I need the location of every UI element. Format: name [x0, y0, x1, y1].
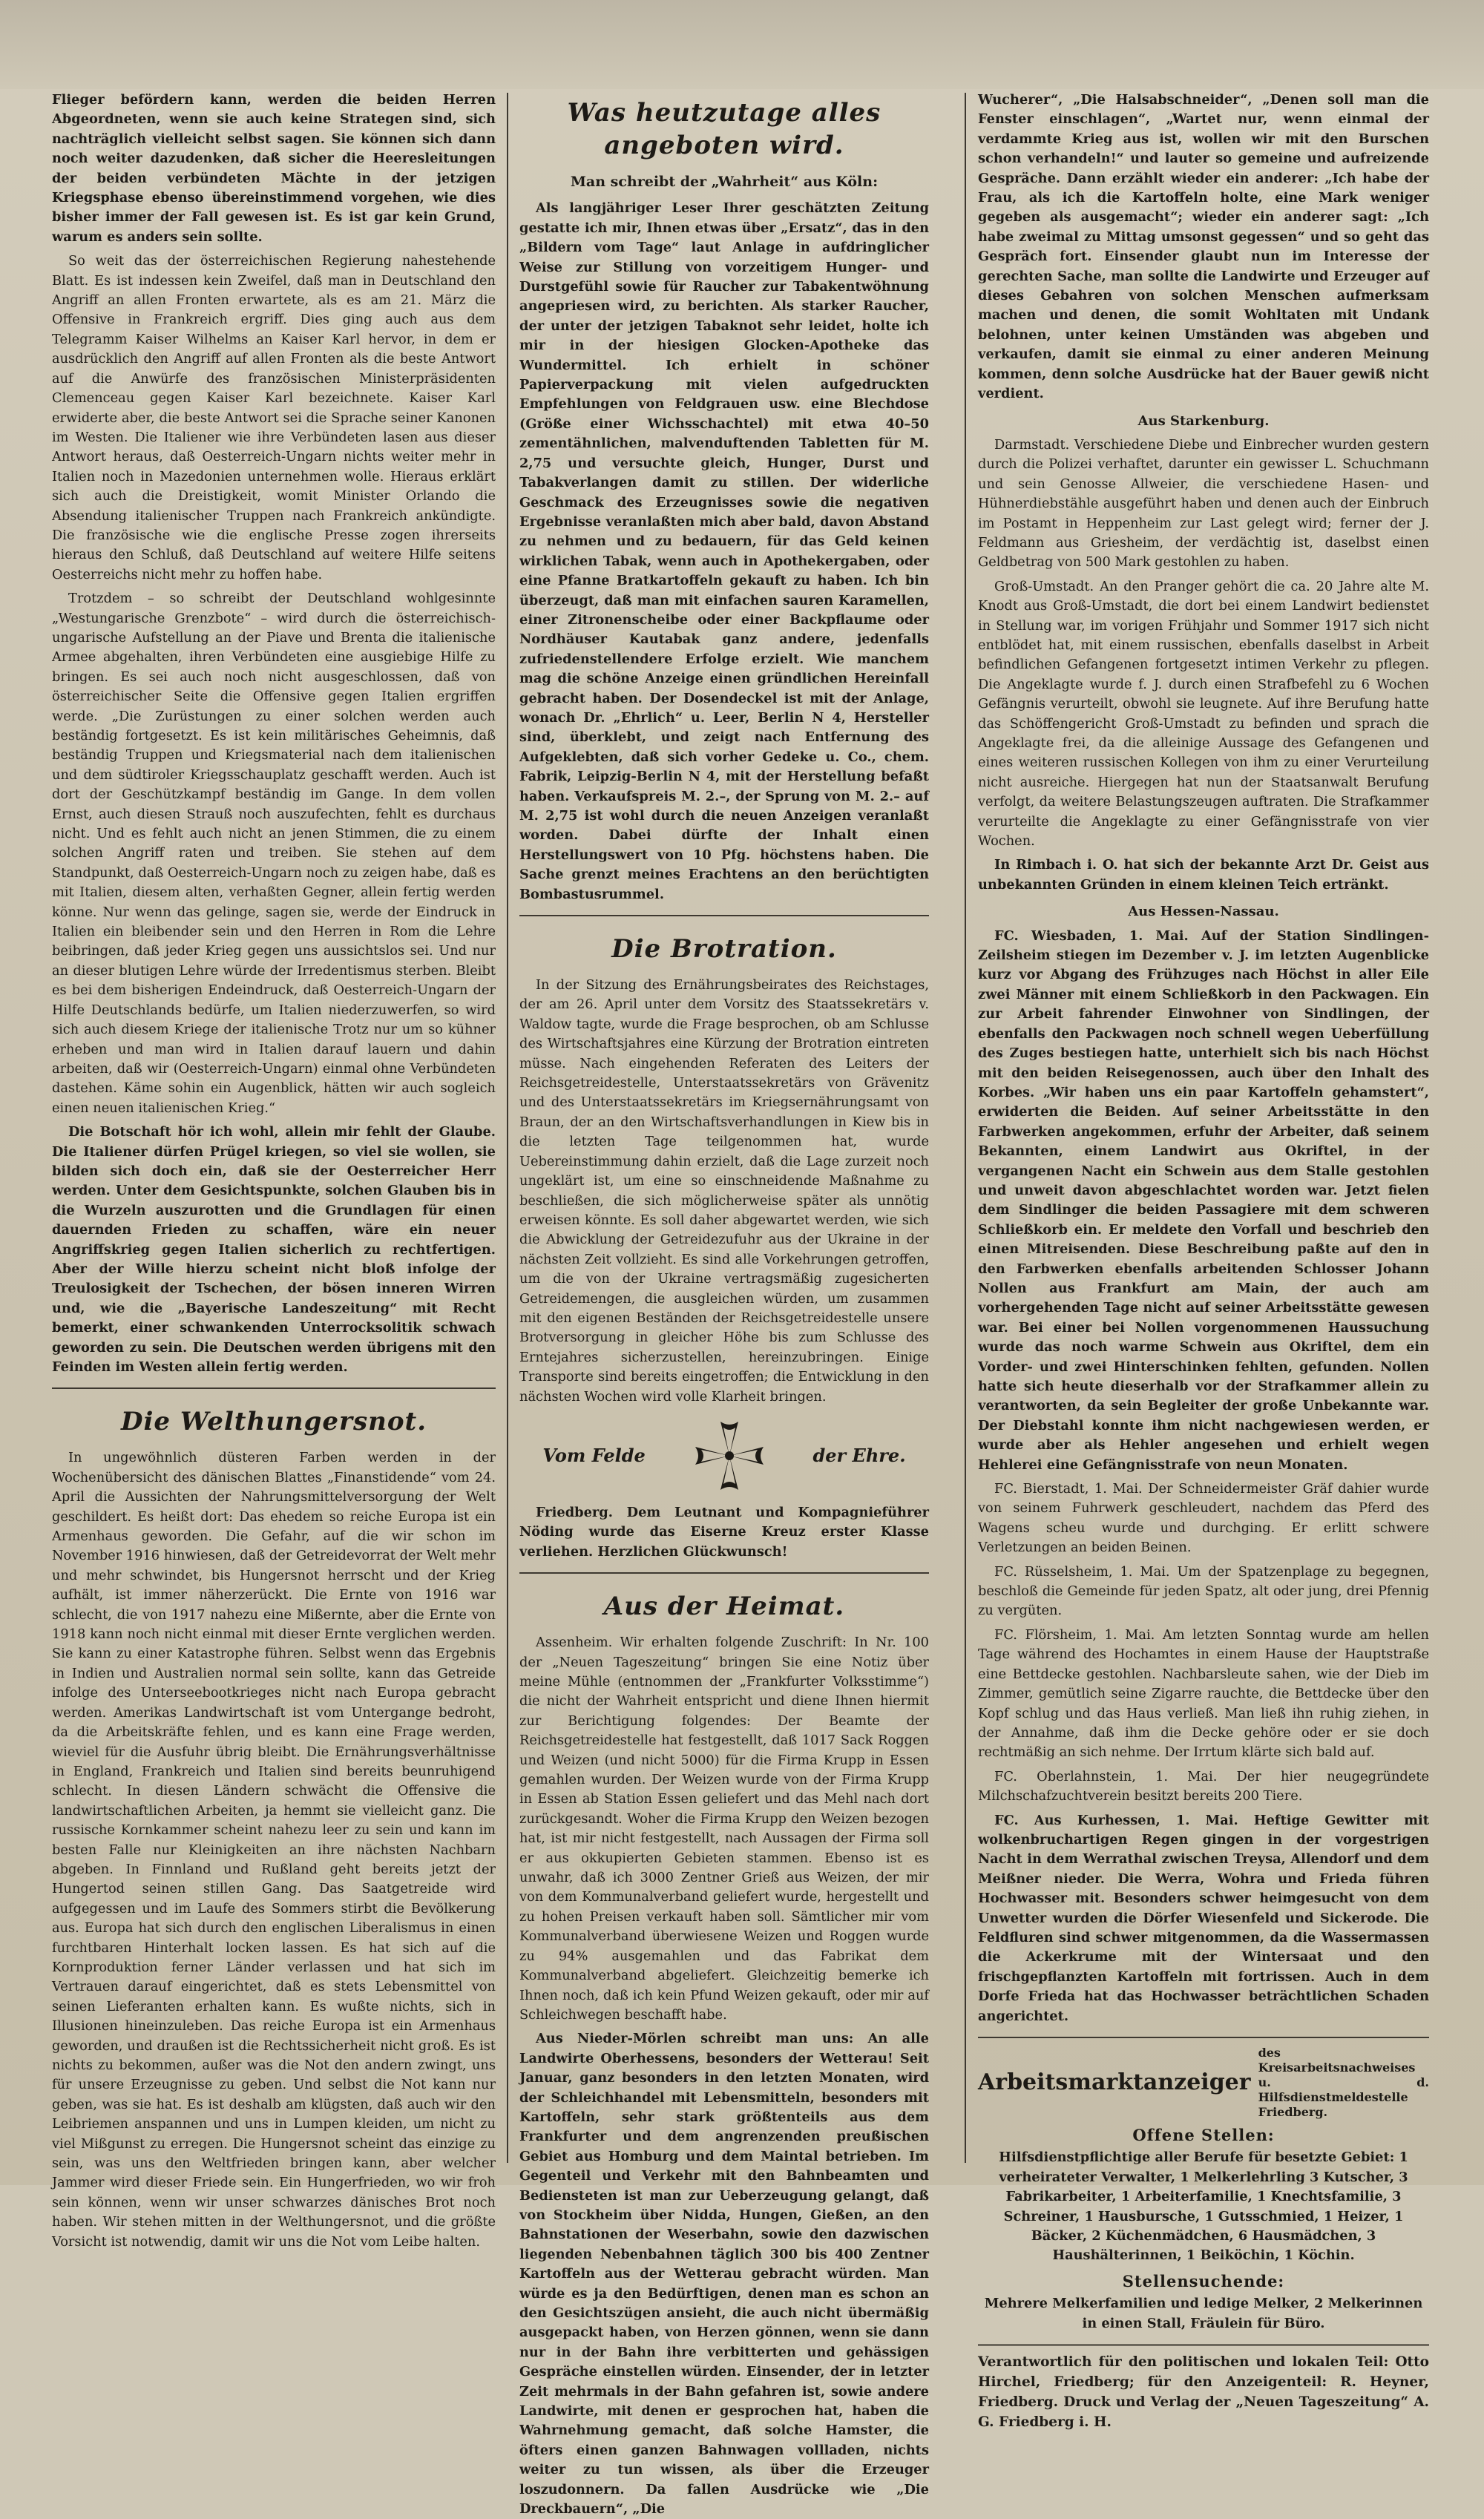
article-paragraph: FC. Oberlahnstein, 1. Mai. Der hier neugegründete Milchschafzuchtverein besitzt bereits 200 Tiere.: [978, 1768, 1429, 1804]
article-paragraph: Die Botschaft hör ich wohl, allein mir fehlt der Glaube. Die Italiener dürfen Prügel kriegen, so viel sie wollen, sie bilden sich doch ein, daß sie der Oesterreicher Herr werden. Unter dem Gesichtspunkte, solchen Glauben bis in die Wurzeln auszurotten und die Grundlagen für einen dauernden Frieden zu schaffen, wäre ein neuer Angriffskrieg gegen Italien sicherlich zu rechtfertigen. Aber der Wille hierzu scheint nicht bloß infolge der Treulosigkeit der Tschechen, der bösen inneren Wirren und, wie die „Bayerische Landeszeitung“ mit Recht bemerkt, einer schwankenden Unterrocksolitik schwach geworden zu sein. Die Deutschen werden übrigens mit den Feinden im Westen allein fertig werden.: [52, 1124, 496, 1375]
article-paragraph: FC. Wiesbaden, 1. Mai. Auf der Station Sindlingen-Zeilsheim stiegen im Dezember v. J. im letzten Augenblicke kurz vor Abgang des Frühzuges nach Höchst in aller Eile zwei Männer mit einem Schließkorb in den Packwagen. Ein zur Arbeit fahrender Einwohner von Sindlingen, der ebenfalls den Packwagen noch schnell wegen Ueberfüllung des Zuges bestiegen hatte, unterhielt sich bis nach Höchst mit den beiden Reisegenossen, auch über den Inhalt des Korbes. „Wir haben uns ein paar Kartoffeln gehamstert“, erwiderten die Beiden. Auf seiner Arbeitsstätte in den Farbwerken angekommen, erfuhr der Arbeiter, daß seinem Bekannten, einem Landwirt aus Okriftel, in der vergangenen Nacht ein Schwein aus dem Stalle gestohlen und unweit davon abgeschlachtet worden war. Jetzt fielen dem Sindlinger die beiden Passagiere mit dem schweren Schließkorb ein. Er meldete den Vorfall und beschrieb den einen Mitreisenden. Diese Beschreibung paßte auf den in den Farbwerken ebenfalls arbeitenden Schlosser Johann Nollen aus Frankfurt am Main, der auch am vorhergehenden Tage nicht auf seiner Arbeitsstätte gewesen war. Bei einer bei Nollen vorgenommenen Haussuchung wurde das noch warme Schwein aus Okriftel, dem ein Vorder- und zwei Hinterschinken fehlten, gefunden. Nollen hatte sich heute dieserhalb vor der Strafkammer allein zu verantworten, da sein Begleiter der große Unbekannte war. Der Diebstahl konnte ihm nicht nachgewiesen werden, er wurde aber als Hehler angesehen und erhielt wegen Hehlerei eine Gefängnisstrafe von neun Monaten.: [978, 927, 1429, 1473]
article-paragraph: In der Sitzung des Ernährungsbeirates des Reichstages, der am 26. April unter dem Vorsitz des Staatssekretärs v. Waldow tagte, wurde die Frage besprochen, ob am Schlusse des Wirtschaftsjahres eine Kürzung der Brotration eintreten müsse. Nach eingehenden Referaten des Leiters der Reichsgetreidestelle, Unterstaatssekretärs von Grävenitz und des Unterstaatssekretärs im Kriegsernährungsamt von Braun, der an den Wirtschaftsverhandlungen in Kiew bis in die letzten Tage teilgenommen hat, wurde Uebereinstimmung dahin erzielt, daß die Lage zurzeit noch ungeklärt ist, um eine so einschneidende Maßnahme zu beschließen, die sich möglicherweise später als unnötig erweisen könnte. Es soll daher abgewartet werden, wie sich die Abwicklung der Getreidezufuhr aus der Ukraine in der nächsten Zeit vollzieht. Es sind alle Vorkehrungen getroffen, um die von der Ukraine vertragsmäßig zugesicherten Getreidemengen, die ausgleichen würden, um zusammen mit den eigenen Beständen der Reichsgetreidestelle unsere Brotversorgung in gleicher Höhe bis zum Schlusse des Erntejahres sicherzustellen, hereinzubringen. Einige Transporte sind bereits eingetroffen; die Entwicklung in den nächsten Wochen wird volle Klarheit bringen.: [519, 977, 929, 1405]
section-rule: [978, 2037, 1429, 2038]
column-2: [519, 91, 929, 2518]
section-rule: [519, 915, 929, 916]
article-paragraph: In Rimbach i. O. hat sich der bekannte Arzt Dr. Geist aus unbekannten Gründen in einem kleinen Teich ertränkt.: [978, 857, 1429, 893]
section-rule: [519, 1572, 929, 1574]
headline-welthungersnot: Die Welthungersnot.: [120, 1407, 427, 1437]
article-paragraph: Darmstadt. Verschiedene Diebe und Einbrecher wurden gestern durch die Polizei verhaftet, darunter ein gewisser L. Schuchmann und sein Genosse Allweier, die verschiedene Hasen- und Hühnerdiebstähle ausgeführt haben und denen auch der Einbruch im Postamt in Heppenheim zur Last gelegt wird; ferner der J. Feldmann aus Griesheim, der verdächtig ist, daselbst einen Geldbetrag von 500 Mark gestohlen zu haben.: [978, 436, 1429, 571]
honor-right: der Ehre.: [812, 1444, 906, 1466]
page-top-edge: [0, 0, 1484, 89]
article-paragraph: Als langjähriger Leser Ihrer geschätzten Zeitung gestatte ich mir, Ihnen etwas über „Ersatz“, das in den „Bildern vom Tage“ laut Anlage in aufdringlicher Weise zur Stillung von vorzeitigem Hunger- und Durstgefühl sowie für Raucher zur Tabakentwöhnung angepriesen wird, zu berichten. Als starker Raucher, der unter der jetzigen Tabaknot sehr leidet, holte ich mir in der hiesigen Glocken-Apotheke das Wundermittel. Ich erhielt in schöner Papierverpackung mit vielen aufgedruckten Empfehlungen von Feldgrauen usw. eine Blechdose (Größe einer Wichsschachtel) mit etwa 40–50 zementähnlichen, malvenduftenden Tabletten für M. 2,75 und versuchte gleich, Hunger, Durst und Tabakverlangen damit zu stillen. Der widerliche Geschmack des Erzeugnisses sowie die negativen Ergebnisse veranlaßten mich aber bald, davon Abstand zu nehmen und zu bedauern, für das Geld keinen wirklichen Tabak, wenn auch in Apothekergaben, oder eine Pfanne Bratkartoffeln gekauft zu haben. Ich bin überzeugt, daß man mit einfachen sauren Karamellen, einer Zitronenscheibe oder einer Backpflaume oder Nordhäuser Kautabak ganz andere, jedenfalls zufriedenstellendere Erfolge erzielt. Wie manchem mag die schöne Anzeige einen gründlichen Hereinfall gebracht haben. Der Dosendeckel ist mit der Anlage, wonach Dr. „Ehrlich“ u. Leer, Berlin N 4, Hersteller sind, überklebt, und zeigt nach Entfernung des Aufgeklebten, daß sich vorher Gedeke u. Co., chem. Fabrik, Leipzig-Berlin N 4, mit der Herstellung befaßt haben. Verkaufspreis M. 2.–, der Sprung von M. 2.– auf M. 2,75 ist wohl durch die neuen Anzeigen veranlaßt worden. Dabei dürfte der Inhalt einen Herstellungswert von 10 Pfg. höchstens haben. Die Sache grenzt meines Erachtens an den berüchtigten Bombastusrummel.: [519, 200, 929, 902]
honor-left: Vom Felde: [542, 1444, 646, 1466]
imprint: Verantwortlich für den politischen und lokalen Teil: Otto Hirchel, Friedberg; für den Anzeigenteil: R. Heyner, Friedberg. Druck und Verlag der „Neuen Tageszeitung“ A. G. Friedberg i. H.: [978, 2344, 1429, 2432]
headline-brotration: Die Brotration.: [611, 934, 837, 965]
article-continuation: Flieger befördern kann, werden die beiden Herren Abgeordneten, wenn sie auch keine Strategen sind, sich nachträglich vielleicht selbst sagen. Sie können sich dann noch weiter dazudenken, daß sicher die Heeresleitungen der beiden verbündeten Mächte in der jetzigen Kriegsphase ebenso übereinstimmend vorgehen, wie dies bisher immer der Fall gewesen ist. Es ist gar kein Grund, warum es anders sein sollte.: [52, 92, 496, 245]
article-paragraph: Assenheim. Wir erhalten folgende Zuschrift: In Nr. 100 der „Neuen Tageszeitung“ bringen Sie eine Notiz über meine Mühle (entnommen der „Frankfurter Volksstimme“) die nicht der Wahrheit entspricht und diene Ihnen hiermit zur Berichtigung folgendes: Der Beamte der Reichsgetreidestelle hat festgestellt, daß 1017 Sack Roggen und Weizen (und nicht 5000) für die Firma Krupp in Essen gemahlen wurden. Der Weizen wurde von der Firma Krupp in Essen ab Station Essen geliefert und das Mehl nach dort zurückgesandt. Woher die Firma Krupp den Weizen bezogen hat, ist mir nicht festgestellt, nach Aussagen der Firma soll er aus okkupierten Gebieten stammen. Ebenso ist es unwahr, daß ich 3000 Zentner Grieß aus Weizen, der mir von dem Kommunalverband geliefert wurde, hergestellt und zu hohen Preisen verkauft haben soll. Sämtlicher mir vom Kommunalverband überwiesene Weizen und Roggen wurde zu 94% ausgemahlen und das Fabrikat dem Kommunalverband abgeliefert. Gleichzeitig bemerke ich Ihnen noch, daß ich kein Pfund Weizen gekauft, oder mir auf Schleichwegen beschafft habe.: [519, 1635, 929, 2023]
iron-cross-icon: [692, 1419, 766, 1493]
column-1: [52, 91, 496, 2250]
article-paragraph: In ungewöhnlich düsteren Farben werden in der Wochenübersicht des dänischen Blattes „Finanstidende“ vom 24. April die Aussichten der Nahrungsmittelversorgung der Welt geschildert. Es heißt dort: Das ehedem so reiche Europa ist ein Armenhaus geworden. Die Gefahr, auf die wir schon im November 1916 hinwiesen, daß der Getreidevorrat der Welt mehr und mehr schwindet, bis Hungersnot herrscht und der Krieg aufhält, ist immer näherzerückt. Die Ernte von 1916 war schlecht, die von 1917 nahezu eine Mißernte, aber die Ernte von 1918 kann noch nicht einmal mit dieser Ernte verglichen werden. Sie kann zu einer Katastrophe führen. Selbst wenn das Ergebnis in Indien und Australien normal sein sollte, kann das Getreide infolge des Unterseebootkrieges nicht nach Europa gebracht werden. Amerikas Landwirtschaft ist vom Untergange bedroht, da die Arbeitskräfte fehlen, und es kann eine Frage werden, wieviel für die Ausfuhr übrig bleibt. Die Ernährungsverhältnisse in England, Frankreich und Italien sind bereits beunruhigend schlecht. In diesen Ländern schwächt die Offensive die landwirtschaftlichen Arbeiten, ja hemmt sie vielleicht ganz. Die russische Kornkammer scheint nahezu leer zu sein und kann im besten Falle nur Kleinigkeiten an ihre nächsten Nachbarn abgeben. In Finnland und Rußland geht bereits jetzt der Hungertod seinen stillen Gang. Das Saatgetreide wird aufgegessen und im Laufe des Sommers stirbt die Bevölkerung aus. Europa hat sich durch den englischen Liberalismus in einen furchtbaren Hinterhalt locken lassen. Es hat sich auf die Kornproduktion ferner Länder verlassen und hat sich im Vertrauen darauf eingerichtet, daß es stets Lebensmittel von seinen Lieferanten erhalten kann. Es wußte nichts, sich in Illusionen hineinzuleben. Das reiche Europa ist ein Armenhaus geworden, und draußen ist die Rechtssicherheit nicht groß. Es ist nichts zu bekommen, außer was die Not den andern zwingt, uns für unsere Erzeugnisse zu geben. Und selbst die Not kann nur geben, was sie hat. Es ist deshalb am klügsten, daß auch wir den Leibriemen anspannen und uns in Lumpen kleiden, um nicht zu viel Mißgunst zu erregen. Die Hungersnot scheint das einzige zu sein, was uns den Weltfrieden bringen kann, aber welcher Jammer wird dieser Friede sein. Ein Hungerfrieden, wo wir froh sein können, wenn wir unser schwarzes dänisches Brot noch haben. Wir stehen mitten in der Welthungersnot, und die größte Vorsicht ist notwendig, damit wir uns die Not vom Leibe halten.: [52, 1450, 496, 2250]
section-starkenburg: Aus Starkenburg.: [1137, 413, 1270, 429]
column-rule-2: [965, 93, 966, 2163]
headline-angeboten: Was heutzutage alles angeboten wird.: [567, 98, 881, 160]
article-lead: Man schreibt der „Wahrheit“ aus Köln:: [570, 174, 879, 190]
article-paragraph: FC. Bierstadt, 1. Mai. Der Schneidermeister Gräf dahier wurde von seinem Fuhrwerk geschleudert, nachdem das Pferd des Wagens scheu wurde und durchging. Er erlitt schwere Verletzungen an beiden Beinen.: [978, 1481, 1429, 1556]
article-paragraph: Groß-Umstadt. An den Pranger gehört die ca. 20 Jahre alte M. Knodt aus Groß-Umstadt, die dort bei einem Landwirt bedienstet in Stellung war, im vorigen Frühjahr und Sommer 1917 sich nicht entblödet hat, mit einem russischen, ebenfalls daselbst in Arbeit befindlichen Gefangenen fortgesetzt intimen Verkehr zu pflegen. Die Angeklagte wurde f. J. durch einen Strafbefehl zu 6 Wochen Gefängnis verurteilt, obwohl sie leugnete. Auf ihre Berufung hatte das Schöffengericht Groß-Umstadt zu befinden und sprach die Angeklagte frei, da die alleinige Aussage des Gefangenen und eines weiteren russischen Kollegen von ihm zu einer Verurteilung nicht ausreiche. Hiergegen hat nun der Staatsanwalt Berufung verfolgt, da weitere Belastungszeugen auftraten. Die Strafkammer verurteilte die Angeklagte zu einer Gefängnisstrafe von vier Wochen.: [978, 578, 1429, 850]
market-subtitle: des Kreisarbeitsnachweises u. d. Hilfsdienstmeldestelle Friedberg.: [1258, 2046, 1429, 2119]
section-hessen-nassau: Aus Hessen-Nassau.: [1128, 904, 1279, 920]
market-header: [978, 2046, 1429, 2120]
article-paragraph: So weit das der österreichischen Regierung nahestehende Blatt. Es ist indessen kein Zweifel, daß man in Deutschland den Angriff an allen Fronten erwartete, als es am 21. März die Offensive in Frankreich ergriff. Dies ging auch aus dem Telegramm Kaiser Wilhelms an Kaiser Karl hervor, in dem er ausdrücklich den Angriff auf allen Fronten als die beste Antwort auf die Anwürfe des französischen Ministerpräsidenten Clemenceau gegen Kaiser Karl bezeichnete. Kaiser Karl erwiderte aber, die beste Antwort sei die Sprache seiner Kanonen im Westen. Die Italiener wie ihre Verbündeten lasen aus dieser Antwort heraus, daß Oesterreich-Ungarn nichts weiter mehr in Italien noch in Mazedonien unternehmen wolle. Hieraus erklärt sich auch die Dreistigkeit, womit Minister Orlando die Absendung italienischer Truppen nach Frankreich ankündigte. Die französische wie die englische Presse zogen ihrerseits hieraus den Schluß, daß Deutschland auf weitere Hilfe seitens Oesterreichs nicht mehr zu hoffen habe.: [52, 253, 496, 582]
article-paragraph: Aus Nieder-Mörlen schreibt man uns: An alle Landwirte Oberhessens, besonders der Wetterau! Seit Januar, ganz besonders in den letzten Monaten, wird der Schleichhandel mit Lebensmitteln, besonders mit Kartoffeln, sehr stark größtenteils aus dem Frankfurter und dem angrenzenden preußischen Gebiet aus Homburg und dem Maintal betrieben. Im Gegenteil und Verkehr mit den Bahnbeamten und Bediensteten ist man zur Ueberzeugung gelangt, daß von Stockheim über Nidda, Hungen, Gießen, an den Bahnstationen der Weserbahn, sowie den dazwischen liegenden Nebenbahnen täglich 300 bis 400 Zentner Kartoffeln aus der Wetterau gebracht würden. Man würde es ja den Bedürftigen, denen man es schon an den Gesichtszügen ansieht, die auch nicht übermäßig ausgepackt haben, von Herzen gönnen, wenn sie dann nur in der Bahn ihre verbitterten und gehässigen Gespräche einstellen würden. Einsender, der in letzter Zeit mehrmals in der Bahn gefahren ist, sowie andere Landwirte, mit denen er gesprochen hat, haben die Wahrnehmung gemacht, daß solche Hamster, die öfters einen ganzen Bahnwagen vollladen, nichts weiter zu tun wissen, als über die Erzeuger loszudonnern. Da fallen Ausdrücke wie „Die Dreckbauern“, „Die: [519, 2031, 929, 2518]
article-paragraph: Friedberg. Dem Leutnant und Kompagnieführer Nöding wurde das Eiserne Kreuz erster Klasse verliehen. Herzlichen Glückwunsch!: [519, 1504, 929, 1560]
column-3: [978, 91, 1429, 2431]
headline-heimat: Aus der Heimat.: [603, 1592, 845, 1622]
job-seekers-heading: Stellensuchende:: [1122, 2271, 1285, 2290]
article-paragraph: Trotzdem – so schreibt der Deutschland wohlgesinnte „Westungarische Grenzbote“ – wird durch die österreichisch-ungarische Aufstellung an der Piave und Brenta die italienische Armee abgehalten, ihren Verbündeten eine ausgiebige Hilfe zu bringen. Es sei auch noch nicht ausgeschlossen, daß von österreichischer Seite die Offensive gegen Italien ergriffen werde. „Die Zurüstungen zu einer solchen werden auch beständig fortgesetzt. Es ist kein militärisches Geheimnis, daß beständig Truppen und Kriegsmaterial nach dem italienischen und dem südtiroler Kriegsschauplatz geschafft werden. Auch ist dort der Geschützkampf beständig im Gange. In dem vollen Ernst, auch diesen Strauß noch auszufechten, fehlt es durchaus nicht. Und es fehlt auch nicht an jenen Stimmen, die zu einem solchen Angriff raten und treiben. Sie stehen auf dem Standpunkt, daß Oesterreich-Ungarn noch zu zeigen habe, daß es mit Italien, diesem alten, verhaßten Gegner, allein fertig werden könne. Nur wenn das gelinge, sagen sie, werde der Eindruck in Italien ein bleibender sein und den Herren in Rom die Lehre beibringen, daß jeder Krieg gegen uns aussichtslos sei. Und nur an dieser blutigen Lehre würde der Irredentismus sterben. Bleibt es bei dem bisherigen Endeindruck, daß Oesterreich-Ungarn der Hilfe Deutschlands bedürfe, um Italien niederzuwerfen, so wird sich auch diesem Kriege der italienische Trotz nur um so kühner erheben und man wird in Italien darauf lauern und dahin arbeiten, daß wir (Oesterreich-Ungarn) einmal ohne Verbündeten dastehen. Käme sohin ein Augenblick, hätten wir auch sogleich einen neuen italienischen Krieg.“: [52, 591, 496, 1116]
market-title: Arbeitsmarktanzeiger: [978, 2069, 1251, 2095]
column-rule-1: [507, 93, 508, 2163]
open-positions-list: Hilfsdienstpflichtige aller Berufe für besetzte Gebiet: 1 verheirateter Verwalter, 1 Melkerlehrling 3 Kutscher, 3 Fabrikarbeiter, 1 Arbeiterfamilie, 1 Knechtsfamilie, 3 Schreiner, 1 Hausbursche, 1 Gutsschmied, 1 Heizer, 1 Bäcker, 2 Küchenmädchen, 6 Hausmädchen, 3 Haushälterinnen, 1 Beiköchin, 1 Köchin.: [999, 2149, 1408, 2264]
open-positions-heading: Offene Stellen:: [1132, 2126, 1275, 2144]
honor-heading: [519, 1419, 929, 1493]
job-seekers-list: Mehrere Melkerfamilien und ledige Melker, 2 Melkerinnen in einen Stall, Fräulein für Büro.: [984, 2296, 1423, 2331]
section-rule: [52, 1387, 496, 1389]
article-paragraph: FC. Aus Kurhessen, 1. Mai. Heftige Gewitter mit wolkenbruchartigen Regen gingen in der vorgestrigen Nacht in dem Werrathal zwischen Treysa, Allendorf und dem Meißner nieder. Die Werra, Wohra und Frieda führen Hochwasser mit. Besonders schwer heimgesucht von dem Unwetter wurden die Dörfer Wiesenfeld und Sickerode. Die Feldfluren sind schwer mitgenommen, da die Wassermassen die Ackerkrume mit der Wintersaat und den frischgepflanzten Kartoffeln mit fortrissen. Auch in dem Dorfe Frieda hat das Hochwasser beträchtlichen Schaden angerichtet.: [978, 1812, 1429, 2024]
article-paragraph: FC. Flörsheim, 1. Mai. Am letzten Sonntag wurde am hellen Tage während des Hochamtes in einem Hause der Hauptstraße eine Bettdecke gestohlen. Nachbarsleute sahen, wie der Dieb im Zimmer, gemütlich seine Zigarre rauchte, die Bettdecke über den Kopf schlug und das Haus verließ. Man ließ ihn ruhig ziehen, in der Annahme, daß ihm die Decke gehöre oder er sie doch rechtmäßig an sich nehme. Der Irrtum klärte sich bald auf.: [978, 1626, 1429, 1761]
article-continuation: Wucherer“, „Die Halsabschneider“, „Denen soll man die Fenster einschlagen“, „Wartet nur, wenn einmal der verdammte Krieg aus ist, wollen wir mit den Burschen schon verhandeln!“ und lauter so gemeine und aufreizende Gespräche. Dann erzählt wieder ein anderer: „Ich habe der Frau, als ich die Kartoffeln holte, eine Mark weniger gegeben als ausgemacht“; wieder ein anderer sagt: „Ich habe zweimal zu Mittag umsonst gegessen“ und so geht das Gespräch fort. Einsender glaubt nun im Interesse der gerechten Sache, man sollte die Landwirte und Erzeuger auf dieses Gebahren von solchen Menschen aufmerksam machen und denen, die somit Wohltaten mit Undank belohnen, unter keinen Umständen was abgeben und verkaufen, damit sie einmal zu einer anderen Meinung kommen, denn solche Ausdrücke hat der Bauer gewiß nicht verdient.: [978, 92, 1429, 402]
article-paragraph: FC. Rüsselsheim, 1. Mai. Um der Spatzenplage zu begegnen, beschloß die Gemeinde für jeden Spatz, alt oder jung, drei Pfennig zu vergüten.: [978, 1563, 1429, 1619]
